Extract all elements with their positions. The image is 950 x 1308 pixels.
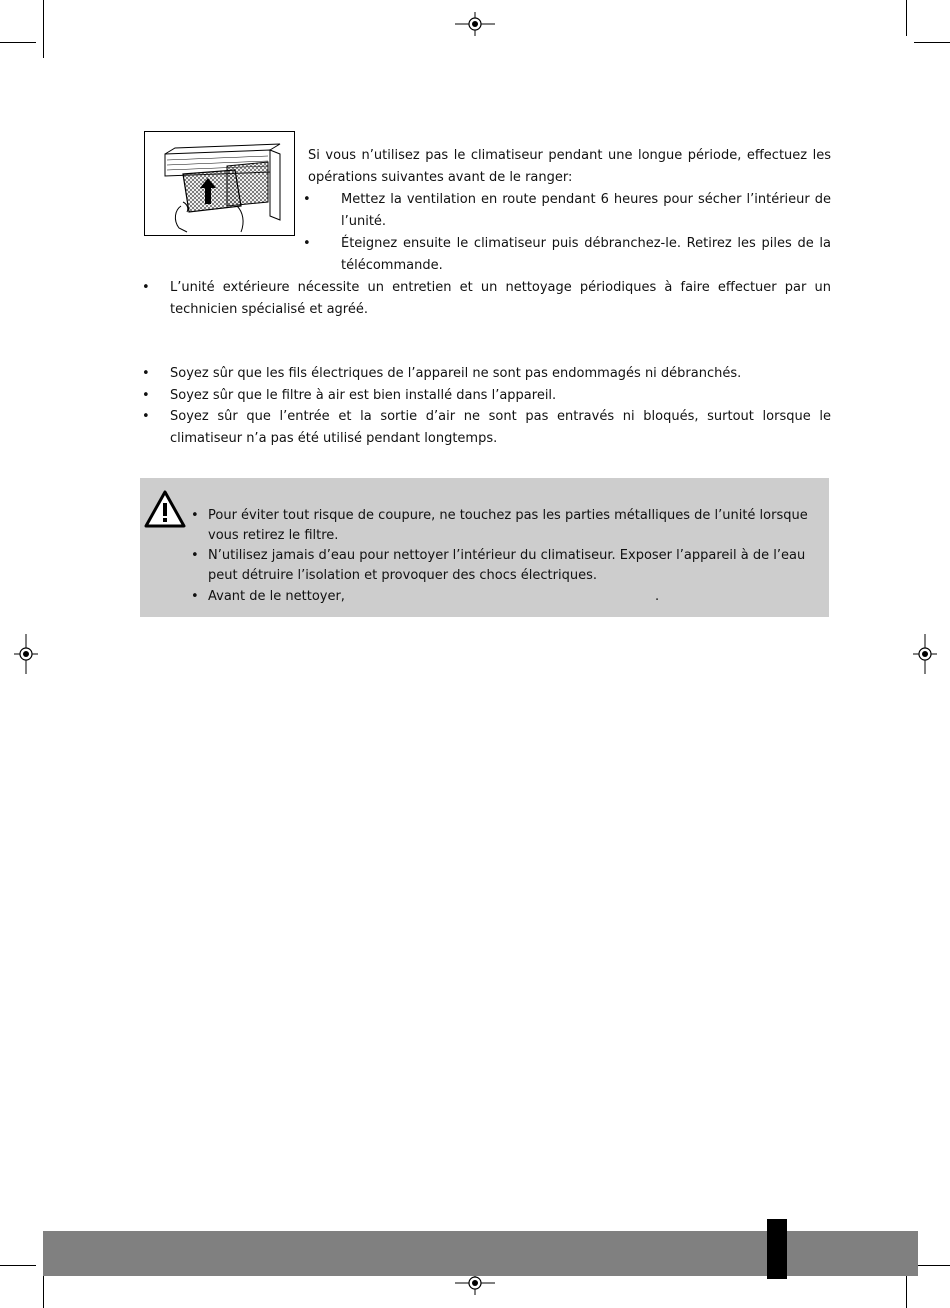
bullet: • xyxy=(191,508,199,523)
page-tab xyxy=(767,1219,787,1279)
registration-mark-icon xyxy=(913,634,937,674)
warning-item-end: . xyxy=(655,589,660,604)
crop-mark xyxy=(914,1265,950,1266)
crop-mark xyxy=(43,0,44,58)
crop-mark xyxy=(914,42,950,43)
registration-mark-icon xyxy=(14,634,38,674)
list-item: Soyez sûr que le filtre à air est bien installé dans l’appareil. xyxy=(170,388,557,403)
registration-mark-icon xyxy=(455,12,495,36)
list-item: Soyez sûr que l’entrée et la sortie d’air ne sont pas entravés ni bloqués, surtout lorsque le climatiseur n’a pas été utilisé pendant longtemps. xyxy=(170,409,831,446)
bullet: • xyxy=(142,366,150,381)
warning-item: Avant de le nettoyer, xyxy=(208,589,345,604)
list-item: Mettez la ventilation en route pendant 6 heures pour sécher l’intérieur de l’unité. xyxy=(341,192,831,229)
filter-removal-icon xyxy=(145,132,294,235)
filter-removal-illustration xyxy=(144,131,295,236)
crop-mark xyxy=(43,1272,44,1308)
crop-mark xyxy=(906,0,907,36)
warning-item: N’utilisez jamais d’eau pour nettoyer l’intérieur du climatiseur. Exposer l’appareil à de l’eau peut détruire l’isolation et provoquer des chocs électriques. xyxy=(208,548,806,583)
crop-mark xyxy=(0,1265,36,1266)
bullet: • xyxy=(303,192,311,207)
list-item: Éteignez ensuite le climatiseur puis débranchez-le. Retirez les piles de la télécommande. xyxy=(341,236,831,273)
bullet: • xyxy=(303,236,311,251)
crop-mark xyxy=(906,1272,907,1308)
bullet: • xyxy=(191,589,199,604)
crop-mark xyxy=(0,42,36,43)
intro-paragraph: Si vous n’utilisez pas le climatiseur pendant une longue période, effectuez les opérations suivantes avant de le ranger: xyxy=(308,148,831,185)
warning-item: Pour éviter tout risque de coupure, ne touchez pas les parties métalliques de l’unité lorsque vous retirez le filtre. xyxy=(208,508,808,543)
list-item: L’unité extérieure nécessite un entretien et un nettoyage périodiques à faire effectuer par un technicien spécialisé et agréé. xyxy=(170,280,831,317)
bullet: • xyxy=(142,388,150,403)
bullet: • xyxy=(142,280,150,295)
warning-triangle-icon xyxy=(143,489,187,529)
bullet: • xyxy=(142,409,150,424)
list-item: Soyez sûr que les fils électriques de l’appareil ne sont pas endommagés ni débranchés. xyxy=(170,366,742,381)
bullet: • xyxy=(191,548,199,563)
warning-box xyxy=(140,478,829,617)
